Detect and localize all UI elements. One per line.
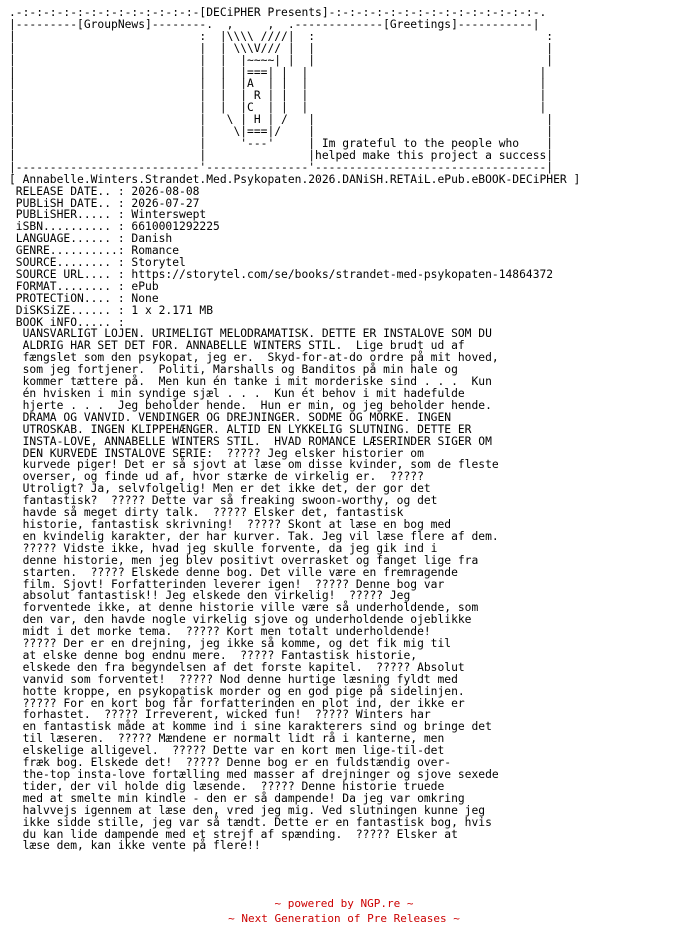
nfo-line: | | | |===| | | | bbox=[9, 65, 547, 79]
nfo-line: SOURCE........ : Storytel bbox=[9, 256, 186, 270]
nfo-line: | | |helped make this project a success| bbox=[9, 148, 554, 162]
nfo-line: film. Sjovt! Forfatterinden leverer igen! ????? Denne bog var bbox=[9, 577, 445, 591]
nfo-line: havde så meget dirty talk. ????? Elsker det, fantastisk bbox=[9, 506, 404, 520]
nfo-line: fræk bog. Elskede det! ????? Denne bog er en fuldstændig over- bbox=[9, 756, 452, 770]
nfo-line: | | \|===|/ | | bbox=[9, 125, 554, 139]
nfo-line: forhastet. ????? Irreverent, wicked fun! ????? Winters har bbox=[9, 708, 431, 722]
nfo-line: BOOK iNFO..... : bbox=[9, 315, 125, 329]
nfo-line: INSTA-LOVE, ANNABELLE WINTERS STIL. HVAD ROMANCE LÆSERINDER SIGER OM bbox=[9, 434, 492, 448]
nfo-line: Utroligt? Ja, selvfolgelig! Men er det ikke det, der gor det bbox=[9, 482, 431, 496]
nfo-line: GENRE..........: Romance bbox=[9, 244, 180, 258]
nfo-line: læse dem, kan ikke vente på flere!! bbox=[9, 839, 261, 853]
nfo-line: | | | |C | | | | bbox=[9, 101, 547, 115]
nfo-line: forventede ikke, at denne historie ville være så underholdende, som bbox=[9, 601, 479, 615]
footer-powered-by bbox=[0, 897, 688, 910]
nfo-line: du kan lide dampende med et strejf af spænding. ????? Elsker at bbox=[9, 827, 458, 841]
nfo-line: kurvede piger! Det er så sjovt at læse om disse kvinder, som de fleste bbox=[9, 458, 499, 472]
nfo-line: historie, fantastisk skrivning! ????? Skont at læse en bog med bbox=[9, 517, 452, 531]
nfo-line: halvvejs igennem at læse den, vred jeg mig. Ved slutningen kunne jeg bbox=[9, 803, 486, 817]
nfo-line: midt i det morke tema. ????? Kort men totalt underholdende! bbox=[9, 625, 431, 639]
nfo-line: | | \ | H | / | | bbox=[9, 113, 554, 127]
nfo-line: ????? For en kort bog får forfatterinden en plot ind, der ikke er bbox=[9, 696, 465, 710]
nfo-line: |---------------------------'---------------'----------------------------------| bbox=[9, 160, 554, 174]
nfo-line: elskelige alligevel. ????? Dette var en kort men lige-til-det bbox=[9, 744, 445, 758]
nfo-line: én hvisken i min syndige sjæl . . . Kun ét behov i mit hadefulde bbox=[9, 387, 465, 400]
nfo-line: | | | \\\V/// | | | bbox=[9, 41, 554, 55]
nfo-line: kommer tættere på. Men kun én tanke i mit morderiske sind . . . Kun bbox=[9, 375, 492, 389]
powered-by-link[interactable]: ~ powered by NGP.re ~ bbox=[274, 897, 414, 910]
nfo-line: [ Annabelle.Winters.Strandet.Med.Psykopaten.2026.DANiSH.RETAiL.ePub.eBOOK-DECiPHER ] bbox=[9, 172, 581, 186]
nfo-line: RELEASE DATE.. : 2026-08-08 bbox=[9, 184, 200, 198]
nfo-line: ALDRIG HAR SET DET FOR. ANNABELLE WINTERS STIL. Lige brudt ud af bbox=[9, 339, 465, 353]
nfo-line: fængslet som den psykopat, jeg er. Skyd-for-at-do ordre på mit hoved, bbox=[9, 351, 499, 365]
nfo-line: | | | |A | | | | bbox=[9, 77, 547, 91]
nfo-line: |---------[GroupNews]--------. , , .-------------[Greetings]-----------| bbox=[9, 17, 540, 31]
nfo-line: PUBLiSHER..... : Winterswept bbox=[9, 208, 207, 222]
nfo-line: SOURCE URL.... : https://storytel.com/se/books/strandet-med-psykopaten-14864372 bbox=[9, 267, 554, 281]
nfo-line: | | '---' | Im grateful to the people who | bbox=[9, 136, 554, 150]
nfo-line: absolut fantastisk!! Jeg elskede den virkelig! ????? Jeg bbox=[9, 589, 411, 603]
nfo-line: en kvindelig karakter, der har kurver. Tak. Jeg vil læse flere af dem. bbox=[9, 529, 499, 543]
nfo-line: PROTECTiON.... : None bbox=[9, 291, 159, 305]
nfo-line: ikke sidde stille, jeg var så tændt. Dette er en fantastisk bog, hvis bbox=[9, 815, 492, 829]
nfo-text-block bbox=[9, 7, 580, 852]
nfo-line: | | | |~~~~| | | | bbox=[9, 53, 554, 67]
nfo-line: fantastisk? ????? Dette var så freaking swoon-worthy, og det bbox=[9, 494, 438, 508]
nfo-line: DEN KURVEDE INSTALOVE SERIE: ????? Jeg elsker historier om bbox=[9, 446, 424, 460]
nfo-line: en fantastisk måde at komme ind i sine karakterers sind og bringe det bbox=[9, 720, 492, 734]
nfo-line: hotte kroppe, en psykopatisk morder og en god pige på sidelinjen. bbox=[9, 684, 465, 698]
nfo-line: PUBLiSH DATE.. : 2026-07-27 bbox=[9, 196, 200, 210]
nfo-line: hjerte . . . Jeg beholder hende. Hun er min, og jeg beholder hende. bbox=[9, 398, 492, 412]
nfo-line: at elske denne bog endnu mere. ????? Fantastisk historie, bbox=[9, 648, 418, 662]
footer-tagline bbox=[0, 912, 688, 925]
tagline-link[interactable]: ~ Next Generation of Pre Releases ~ bbox=[228, 912, 460, 925]
nfo-line: den var, den havde nogle virkelig sjove og underholdende ojeblikke bbox=[9, 613, 472, 627]
nfo-line: med at smelte min kindle - den er så dampende! Da jeg var omkring bbox=[9, 791, 465, 805]
nfo-line: LANGUAGE...... : Danish bbox=[9, 232, 173, 246]
nfo-line: DRAMA OG VANVID. VENDINGER OG DREJNINGER. SODME OG MORKE. INGEN bbox=[9, 410, 452, 424]
nfo-line: DiSKSiZE...... : 1 x 2.171 MB bbox=[9, 303, 214, 317]
nfo-line: FORMAT........ : ePub bbox=[9, 279, 159, 293]
nfo-line: til læseren. ????? Mændene er normalt lidt rå i kanterne, men bbox=[9, 732, 445, 746]
nfo-line: ????? Der er en drejning, jeg ikke så komme, og det fik mig til bbox=[9, 637, 452, 651]
nfo-line: | : |\\\\ ////| : : bbox=[9, 29, 554, 43]
nfo-line: vanvid som forventet! ????? Nod denne hurtige læsning fyldt med bbox=[9, 672, 458, 686]
nfo-line: .-:-:-:-:-:-:-:-:-:-:-:-:-:-[DECiPHER Presents]-:-:-:-:-:-:-:-:-:-:-:-:-:-:-:-. bbox=[9, 6, 547, 19]
nfo-line: UTROSKAB. INGEN KLIPPEHÆNGER. ALTID EN LYKKELIG SLUTNING. DETTE ER bbox=[9, 422, 472, 436]
nfo-line: elskede den fra begyndelsen af det forste kapitel. ????? Absolut bbox=[9, 660, 465, 674]
nfo-line: iSBN.......... : 6610001292225 bbox=[9, 220, 220, 234]
nfo-line: denne historie, men jeg blev positivt overrasket og fanget lige fra bbox=[9, 553, 479, 567]
nfo-line: | | | | R | | | | bbox=[9, 89, 547, 103]
nfo-line: tider, der vil holde dig læsende. ????? Denne historie truede bbox=[9, 779, 445, 793]
nfo-line: the-top insta-love fortælling med masser af drejninger og sjove sexede bbox=[9, 768, 499, 781]
nfo-line: som jeg fortjener. Politi, Marshalls og Banditos på min hale og bbox=[9, 363, 458, 377]
nfo-line: ????? Vidste ikke, hvad jeg skulle forvente, da jeg gik ind i bbox=[9, 541, 438, 555]
nfo-line: starten. ????? Elskede denne bog. Det ville være en fremragende bbox=[9, 565, 458, 579]
nfo-line: UANSVARLIGT LOJEN. URIMELIGT MELODRAMATISK. DETTE ER INSTALOVE SOM DU bbox=[9, 327, 492, 341]
nfo-line: overser, og finde ud af, hvor stærke de virkelig er. ????? bbox=[9, 470, 424, 484]
